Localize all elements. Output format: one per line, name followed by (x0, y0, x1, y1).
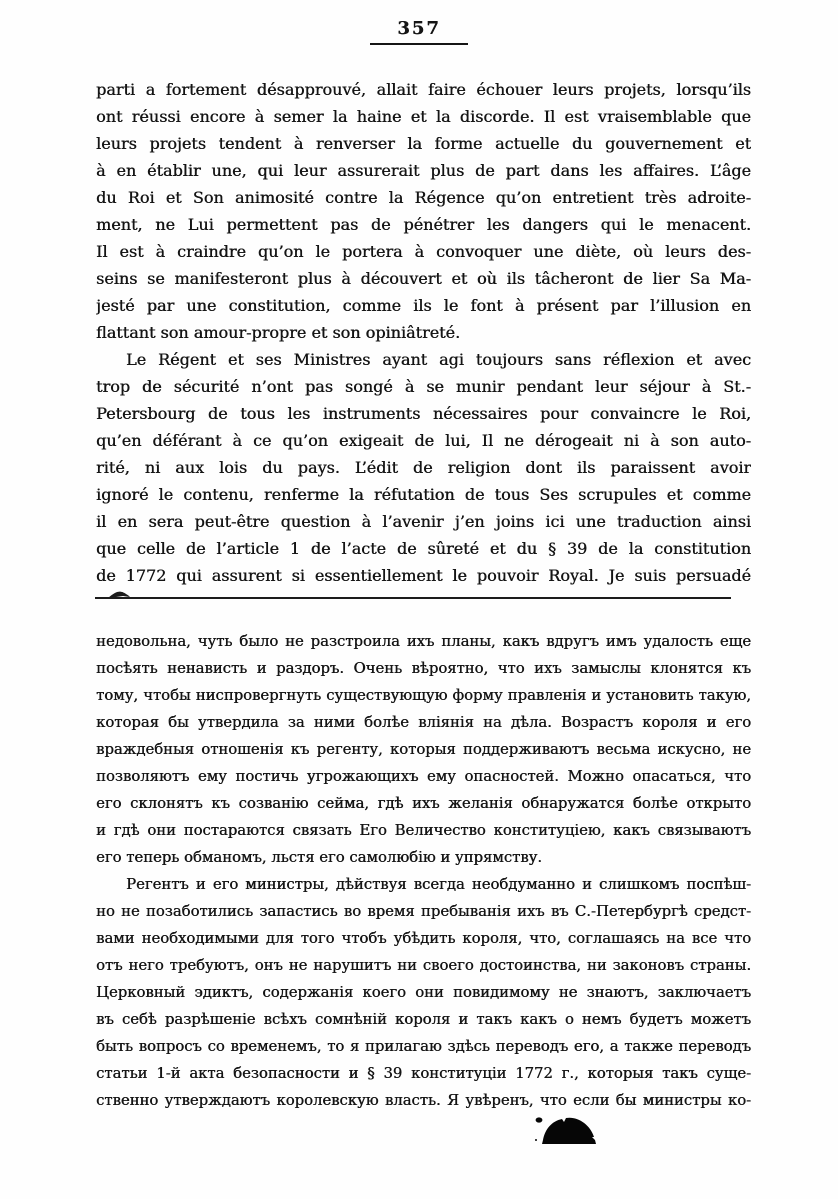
page-number-rule (370, 43, 468, 45)
text-line: du Roi et Son animosité contre la Régence qu’on entretient très adroite- (96, 188, 751, 207)
text-line: въ себѣ разрѣшеніе всѣхъ сомнѣній короля и такъ какъ о немъ будетъ можетъ (96, 1011, 751, 1028)
russian-text-section (96, 628, 751, 1114)
text-line: быть вопросъ со временемъ, то я прилагаю здѣсь переводъ его, а также переводъ (96, 1038, 751, 1055)
text-line: flattant son amour-propre et son opiniâtreté. (96, 323, 461, 342)
text-line: à en établir une, qui leur assurerait plus de part dans les affaires. L’âge (96, 161, 751, 180)
text-line: ignoré le contenu, renferme la réfutation de tous Ses scrupules et comme (96, 485, 751, 504)
french-paragraph-1 (96, 76, 751, 346)
text-line: его склонятъ къ созванію сейма, гдѣ ихъ желанія обнаружатся болѣе открыто (96, 795, 751, 812)
text-line: seins se manifesteront plus à découvert et où ils tâcheront de lier Sa Ma- (96, 269, 751, 288)
text-line: Petersbourg de tous les instruments nécessaires pour convaincre le Roi, (96, 404, 751, 423)
russian-paragraph-2 (96, 871, 751, 1114)
text-line: il en sera peut-être question à l’avenir j’en joins ici une traduction ainsi (96, 512, 751, 531)
ink-blot (532, 1113, 606, 1147)
text-line: que celle de l’article 1 de l’acte de sûreté et du § 39 de la constitution (96, 539, 751, 558)
text-line: статьи 1-й акта безопасности и § 39 конституціи 1772 г., которыя такъ суще- (96, 1065, 751, 1082)
text-line: rité, ni aux lois du pays. L’édit de religion dont ils paraissent avoir (96, 458, 751, 477)
page-header (0, 20, 838, 45)
text-line: тому, чтобы ниспровергнуть существующую форму правленія и установить такую, (96, 687, 751, 704)
text-line: parti a fortement désapprouvé, allait faire échouer leurs projets, lorsqu’ils (96, 80, 751, 99)
text-line: но не позаботились запастись во время пребыванія ихъ въ С.-Петербургѣ средст- (96, 903, 751, 920)
russian-paragraph-1 (96, 628, 751, 871)
text-line: ственно утверждаютъ королевскую власть. Я увѣренъ, что если бы министры ко- (96, 1092, 751, 1109)
text-line: ont réussi encore à semer la haine et la discorde. Il est vraisemblable que (96, 107, 751, 126)
ink-tick-mark (109, 588, 137, 600)
text-line: враждебныя отношенія къ регенту, которыя поддерживаютъ весьма искусно, не (96, 741, 751, 758)
text-line: недовольна, чуть было не разстроила ихъ планы, какъ вдругъ имъ удалость еще (96, 633, 751, 650)
text-line: которая бы утвердила за ними болѣе вліянія на дѣла. Возрастъ короля и его (96, 714, 751, 731)
text-line: позволяютъ ему постичь угрожающихъ ему опасностей. Можно опасаться, что (96, 768, 751, 785)
page-number: 357 (397, 18, 441, 39)
french-text-section (96, 76, 751, 589)
text-line: jesté par une constitution, comme ils le font à présent par l’illusion en (96, 296, 751, 315)
text-line: qu’en déférant à ce qu’on exigeait de lui, Il ne dérogeait ni à son auto- (96, 431, 751, 450)
footnote-divider-rule (95, 597, 731, 599)
text-line: trop de sécurité n’ont pas songé à se munir pendant leur séjour à St.- (96, 377, 751, 396)
text-line: Le Régent et ses Ministres ayant agi toujours sans réflexion et avec (126, 350, 751, 369)
text-line: de 1772 qui assurent si essentiellement le pouvoir Royal. Je suis persuadé (96, 566, 751, 585)
text-line: вами необходимыми для того чтобъ убѣдить короля, что, соглашаясь на все что (96, 930, 751, 947)
text-line: Церковный эдиктъ, содержанія коего они повидимому не знаютъ, заключаетъ (96, 984, 751, 1001)
text-line: и гдѣ они постараются связать Его Величество конституціею, какъ связываютъ (96, 822, 751, 839)
text-line: Il est à craindre qu’on le portera à convoquer une diète, où leurs des- (96, 242, 751, 261)
text-line: его теперь обманомъ, льстя его самолюбію и упрямству. (96, 849, 542, 866)
text-line: посѣять ненависть и раздоръ. Очень вѣроятно, что ихъ замыслы клонятся къ (96, 660, 751, 677)
text-line: leurs projets tendent à renverser la forme actuelle du gouvernement et (96, 134, 751, 153)
french-paragraph-2 (96, 346, 751, 589)
text-line: Регентъ и его министры, дѣйствуя всегда необдуманно и слишкомъ поспѣш- (126, 876, 751, 893)
text-line: отъ него требуютъ, онъ не нарушитъ ни своего достоинства, ни законовъ страны. (96, 957, 751, 974)
text-line: ment, ne Lui permettent pas de pénétrer les dangers qui le menacent. (96, 215, 751, 234)
